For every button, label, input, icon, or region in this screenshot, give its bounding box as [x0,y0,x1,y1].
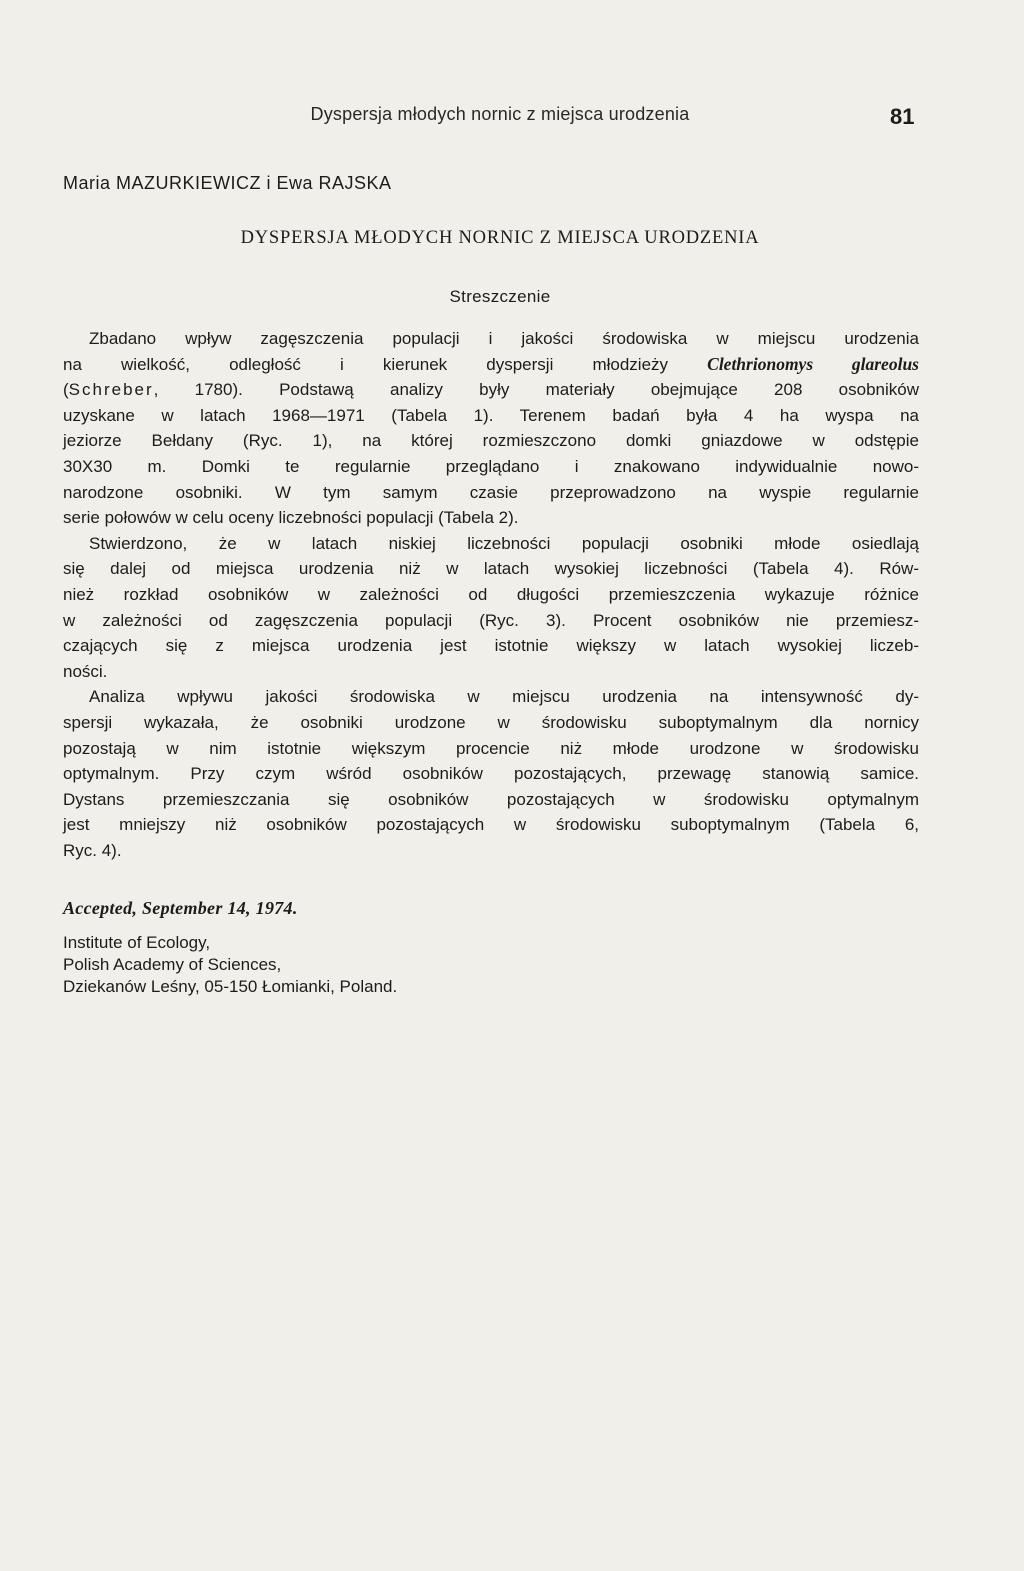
abstract-line: Ryc. 4). [63,840,122,860]
abstract-line: serie połowów w celu oceny liczebności populacji (Tabela 2). [63,508,519,528]
affiliation-line: Dziekanów Leśny, 05-150 Łomianki, Poland. [63,977,398,996]
abstract-line: narodzone osobniki. W tym samym czasie przeprowadzono na wyspie regularnie [63,482,919,502]
abstract-line: Zbadano wpływ zagęszczenia populacji i jakości środowiska w miejscu urodzenia [89,329,919,348]
abstract-line: Dystans przemieszczania się osobników pozostających w środowisku optymalnym [63,789,919,809]
author-name: Schreber [68,380,154,400]
abstract-line: się dalej od miejsca urodzenia niż w latach wysokiej liczebności (Tabela 4). Rów- [63,559,919,579]
abstract-line: w zależności od zagęszczenia populacji (Ryc. 3). Procent osobników nie przemiesz- [63,610,919,630]
abstract-line: Analiza wpływu jakości środowiska w miejscu urodzenia na intensywność dy- [89,687,919,707]
abstract-line: ności. [63,661,108,681]
species-name: Clethrionomys glareolus [707,353,919,374]
abstract-line: spersji wykazała, że osobniki urodzone w środowisku suboptymalnym dla nornicy [63,712,919,732]
affiliation-line: Institute of Ecology, [63,933,211,952]
abstract-text: na wielkość, odległość i kierunek dyspersji młodzieży [63,354,669,374]
abstract-line: jeziorze Bełdany (Ryc. 1), na której rozmieszczono domki gniazdowe w odstępie [63,431,919,451]
abstract-body [63,326,919,863]
accepted-date: Accepted, September 14, 1974. [63,898,298,918]
abstract-text: , 1780). Podstawą analizy były materiały obejmujące 208 osobników [153,380,919,400]
abstract-line [63,377,919,403]
abstract-line: nież rozkład osobników w zależności od długości przemieszczenia wykazuje różnice [63,584,919,604]
author-affiliation [63,932,397,998]
abstract-line: jest mniejszy niż osobników pozostających w środowisku suboptymalnym (Tabela 6, [63,815,919,835]
abstract-line: Stwierdzono, że w latach niskiej liczebności populacji osobniki młode osiedlają [89,533,919,553]
abstract-line: 30X30 m. Domki te regularnie przeglądano i znakowano indywidualnie nowo- [63,456,919,476]
article-title: DYSPERSJA MŁODYCH NORNIC Z MIEJSCA URODZENIA [240,228,760,248]
abstract-line: uzyskane w latach 1968—1971 (Tabela 1). Terenem badań była 4 ha wyspa na [63,405,919,425]
abstract-text: ( [63,380,69,400]
running-title: Dyspersja młodych nornic z miejsca urodzenia [310,104,690,124]
abstract-line: optymalnym. Przy czym wśród osobników pozostających, przewagę stanowią samice. [63,764,919,784]
abstract-line: czających się z miejsca urodzenia jest istotnie większy w latach wysokiej liczeb- [63,636,919,656]
page-number: 81 [890,104,915,129]
section-heading: Streszczenie [449,287,551,306]
article-authors: Maria MAZURKIEWICZ i Ewa RAJSKA [63,173,392,193]
abstract-line: pozostają w nim istotnie większym procencie niż młode urodzone w środowisku [63,738,919,758]
affiliation-line: Polish Academy of Sciences, [63,955,282,974]
abstract-line [63,352,919,378]
